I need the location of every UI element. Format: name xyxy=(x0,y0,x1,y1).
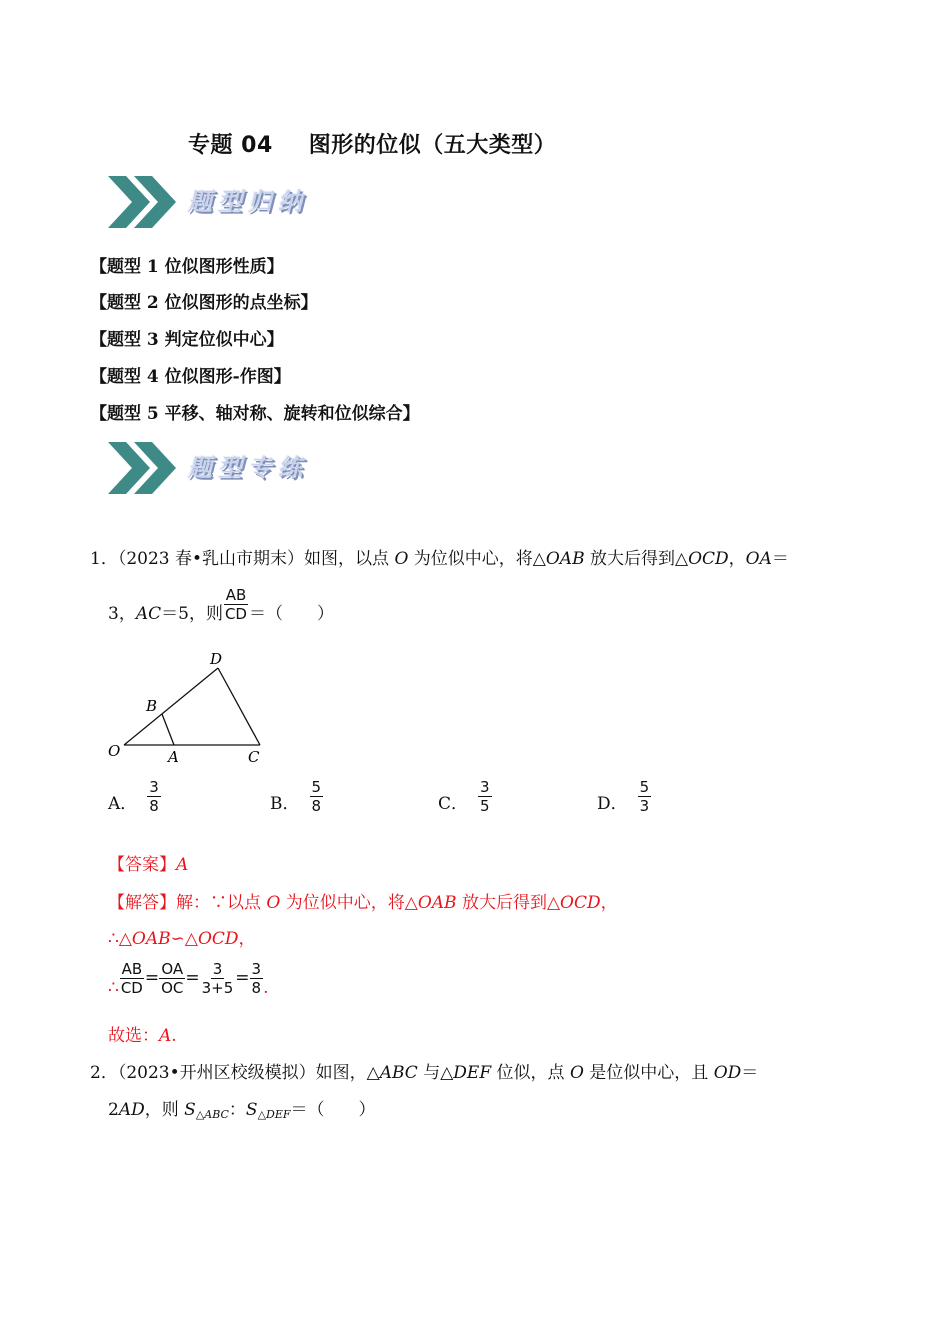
fraction-denominator: 8 xyxy=(311,797,322,815)
section-banner-summary xyxy=(104,170,344,234)
fraction-denominator: 8 xyxy=(251,979,262,997)
sol-var: OAB xyxy=(131,929,171,949)
sol-text: ， xyxy=(600,893,618,913)
q2-text: 与△ xyxy=(417,1063,454,1083)
q1-var: OA xyxy=(745,549,772,569)
q2-var: O xyxy=(569,1063,584,1083)
q1-text: ， xyxy=(728,549,746,569)
fraction-denominator: CD xyxy=(224,605,247,623)
fraction-numerator: 5 xyxy=(311,778,322,796)
sol-eq: = xyxy=(235,968,250,988)
answer-line xyxy=(108,850,188,875)
fraction-numerator: 3 xyxy=(149,778,159,796)
section-banner-practice xyxy=(104,436,344,500)
q2-text: ＝ xyxy=(741,1063,759,1083)
solution-line-4 xyxy=(108,1021,177,1046)
solution-line-2 xyxy=(108,924,256,949)
q2-text: 2 xyxy=(108,1100,119,1120)
sol-fraction xyxy=(200,960,236,997)
fraction-denominator: 3+5 xyxy=(201,979,234,997)
sol-var: OCD xyxy=(560,893,601,913)
q1-text: ＝5，则 xyxy=(161,604,223,624)
option-label: D． xyxy=(597,794,628,814)
fraction-ab-cd xyxy=(223,586,249,623)
q1-text: ＝（ ） xyxy=(248,604,334,624)
option-label: A． xyxy=(108,794,138,814)
area-symbol: S xyxy=(245,1100,258,1120)
sol-fraction xyxy=(119,960,145,997)
q1-text: 为位似中心，将△ xyxy=(408,549,546,569)
topic-item-1: 【题型 1 位似图形性质】 xyxy=(90,257,284,277)
question-1-line-1 xyxy=(90,544,789,569)
area-symbol: S xyxy=(184,1100,196,1120)
fraction-numerator: 5 xyxy=(639,778,650,796)
q2-text: ＝（ ） xyxy=(290,1100,376,1120)
sol-text: . xyxy=(263,978,269,998)
fraction-denominator: 8 xyxy=(149,797,159,815)
solution-line-1 xyxy=(108,888,618,913)
double-chevron-icon xyxy=(104,170,184,234)
sol-text: ∴ xyxy=(108,978,119,998)
fraction-numerator: 3 xyxy=(212,960,223,978)
q2-text: 是位似中心，且 xyxy=(583,1063,714,1083)
solution-line-3 xyxy=(108,960,269,997)
q1-text: 放大后得到△ xyxy=(584,549,689,569)
sol-text: ， xyxy=(238,929,256,949)
q2-text: ，则 xyxy=(144,1100,185,1120)
area-subscript: △ABC xyxy=(195,1108,229,1121)
fraction-numerator: 3 xyxy=(251,960,262,978)
banner-practice-text: 题型专练 xyxy=(188,454,308,482)
sol-text: 为位似中心，将△ xyxy=(280,893,418,913)
option-label: C． xyxy=(438,794,469,814)
question-number: 2． xyxy=(90,1063,118,1083)
q1-var: OCD xyxy=(688,549,729,569)
sol-var: OAB xyxy=(417,893,457,913)
answer-tag: 【答案】 xyxy=(108,855,176,875)
question-1-line-2 xyxy=(108,586,334,633)
q1-var: O xyxy=(394,549,409,569)
q2-text: 位似，点 xyxy=(491,1063,570,1083)
question-number: 1． xyxy=(90,549,118,569)
topic-item-4: 【题型 4 位似图形-作图】 xyxy=(90,367,291,387)
option-label: B． xyxy=(270,794,300,814)
page-title xyxy=(188,128,556,159)
q2-var: OD xyxy=(713,1063,742,1083)
sol-text: 放大后得到△ xyxy=(456,893,561,913)
fraction-numerator: OA xyxy=(161,960,184,978)
option-fraction xyxy=(310,778,324,815)
option-a[interactable] xyxy=(108,778,161,823)
q2-text: ： xyxy=(228,1100,246,1120)
question-2-line-2 xyxy=(108,1095,376,1121)
label-A: A xyxy=(168,748,179,766)
sol-var: OCD xyxy=(197,929,239,949)
solution-tag: 【解答】 xyxy=(108,893,176,913)
sol-text: 解：∵以点 xyxy=(176,893,267,913)
topic-item-3: 【题型 3 判定位似中心】 xyxy=(90,330,284,350)
q1-text: 3， xyxy=(108,604,136,624)
answer-value: A xyxy=(176,855,189,875)
q1-var: OAB xyxy=(545,549,585,569)
fraction-denominator: 3 xyxy=(639,797,650,815)
option-fraction xyxy=(638,778,652,815)
sol-text: ∴△ xyxy=(108,929,132,949)
option-d[interactable] xyxy=(597,778,651,823)
fraction-numerator: 3 xyxy=(480,778,490,796)
question-2-line-1 xyxy=(90,1058,758,1083)
label-B: B xyxy=(146,697,158,715)
double-chevron-icon xyxy=(104,436,184,500)
topic-item-5: 【题型 5 平移、轴对称、旋转和位似综合】 xyxy=(90,404,420,424)
sol-fraction xyxy=(159,960,185,997)
question-source: （2023 春•乳山市期末） xyxy=(117,549,305,569)
sol-text: ∽△ xyxy=(170,929,198,949)
q2-var: AD xyxy=(118,1100,145,1120)
sol-eq: = xyxy=(185,968,200,988)
triangle-figure xyxy=(100,648,280,770)
q2-text: 如图，△ xyxy=(315,1063,380,1083)
fraction-denominator: OC xyxy=(161,979,184,997)
label-O: O xyxy=(108,742,121,760)
option-b[interactable] xyxy=(270,778,323,823)
option-fraction xyxy=(478,778,492,815)
title-left: 专题 04 xyxy=(188,133,273,158)
fraction-numerator: AB xyxy=(225,586,247,604)
label-D: D xyxy=(210,650,223,668)
topic-item-2: 【题型 2 位似图形的点坐标】 xyxy=(90,293,318,313)
label-C: C xyxy=(248,748,260,766)
q1-text: 如图，以点 xyxy=(304,549,395,569)
fraction-denominator: CD xyxy=(120,979,143,997)
option-fraction xyxy=(147,778,161,815)
sol-text: . xyxy=(171,1026,177,1046)
question-source: （2023•开州区校级模拟） xyxy=(117,1063,316,1083)
sol-text: 故选： xyxy=(108,1026,159,1046)
sol-eq: = xyxy=(144,968,160,988)
q1-text: ＝ xyxy=(771,549,789,569)
sol-var: A xyxy=(159,1026,172,1046)
sol-fraction xyxy=(250,960,264,997)
area-subscript: △DEF xyxy=(257,1108,291,1121)
sol-var: O xyxy=(266,893,281,913)
title-right: 图形的位似（五大类型） xyxy=(308,133,557,158)
fraction-denominator: 5 xyxy=(480,797,490,815)
banner-summary-text: 题型归纳 xyxy=(188,188,308,216)
fraction-numerator: AB xyxy=(121,960,143,978)
q2-var: ABC xyxy=(379,1063,418,1083)
q1-var: AC xyxy=(135,604,162,624)
option-c[interactable] xyxy=(438,778,492,823)
q2-var: DEF xyxy=(453,1063,492,1083)
